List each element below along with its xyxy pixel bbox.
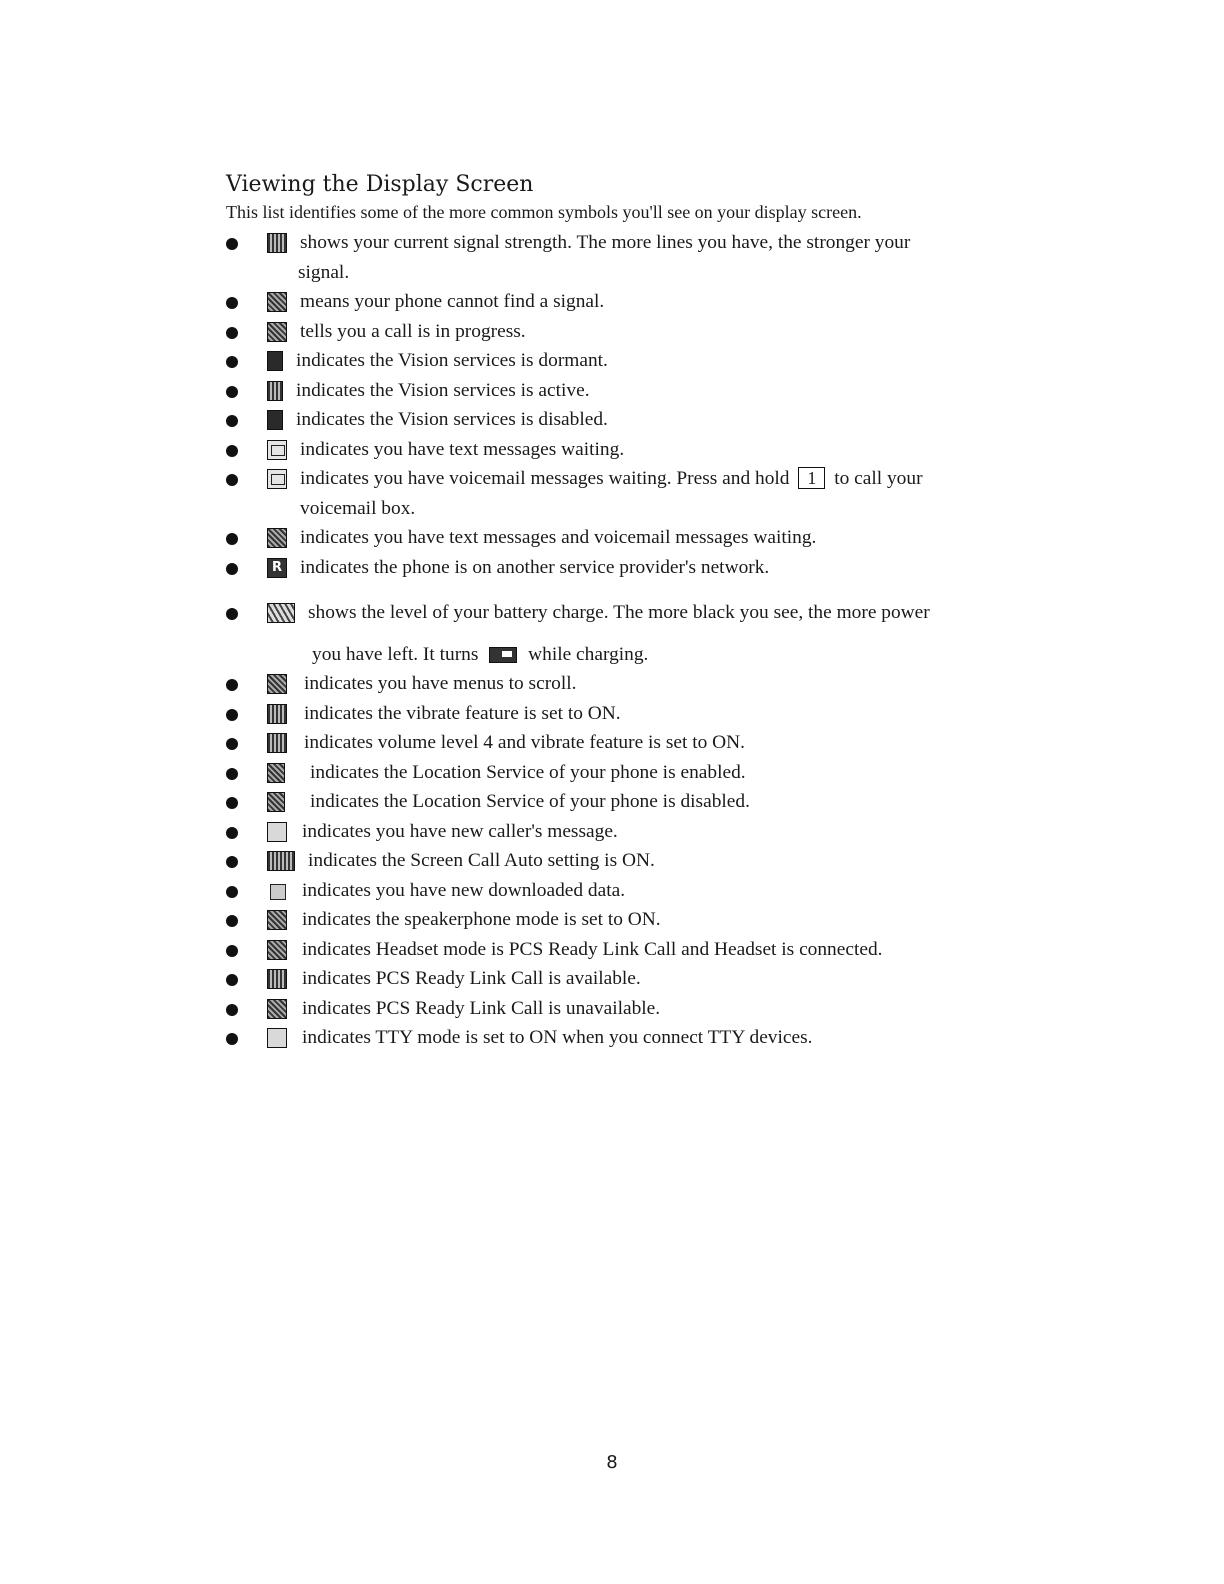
bullet-icon	[226, 327, 238, 339]
text-and-voicemail-icon	[267, 528, 287, 548]
list-item: indicates the Vision services is active.	[222, 376, 1012, 406]
vision-disabled-icon	[267, 410, 283, 430]
volume-vibrate-icon	[267, 733, 287, 753]
list-item: indicates volume level 4 and vibrate feature is set to ON.	[222, 728, 1012, 758]
list-item: indicates the Location Service of your phone is disabled.	[222, 787, 1012, 817]
signal-strength-icon	[267, 233, 287, 253]
text-message-icon	[267, 440, 287, 460]
roaming-icon: R	[267, 558, 287, 578]
speakerphone-icon	[267, 910, 287, 930]
voicemail-icon	[267, 469, 287, 489]
list-item: indicates TTY mode is set to ON when you connect TTY devices.	[222, 1023, 1012, 1053]
bullet-icon	[226, 945, 238, 957]
list-item: indicates you have text messages and voicemail messages waiting.	[222, 523, 1012, 553]
list-item: shows the level of your battery charge. The more black you see, the more power you have left. It turns while charging.	[222, 598, 1012, 669]
bullet-icon	[226, 238, 238, 250]
screen-call-icon	[267, 851, 295, 871]
list-item: indicates PCS Ready Link Call is unavailable.	[222, 994, 1012, 1024]
charging-battery-icon	[489, 647, 517, 663]
bullet-icon	[226, 386, 238, 398]
vision-active-icon	[267, 381, 283, 401]
vision-dormant-icon	[267, 351, 283, 371]
bullet-icon	[226, 827, 238, 839]
bullet-icon	[226, 856, 238, 868]
list-item: indicates the Screen Call Auto setting is ON.	[222, 846, 1012, 876]
list-item: shows your current signal strength. The more lines you have, the stronger your signal.	[222, 228, 1012, 287]
bullet-icon	[226, 608, 238, 620]
bullet-icon	[226, 356, 238, 368]
bullet-icon	[226, 1033, 238, 1045]
bullet-icon	[226, 533, 238, 545]
bullet-icon	[226, 974, 238, 986]
list-item: indicates you have text messages waiting.	[222, 435, 1012, 465]
bullet-icon	[226, 297, 238, 309]
bullet-icon	[226, 1004, 238, 1016]
headset-readylink-icon	[267, 940, 287, 960]
readylink-available-icon	[267, 969, 287, 989]
battery-icon	[267, 603, 295, 623]
no-signal-icon	[267, 292, 287, 312]
location-enabled-icon	[267, 763, 285, 783]
intro-paragraph: This list identifies some of the more common symbols you'll see on your display screen.	[226, 202, 862, 222]
list-item: indicates the Location Service of your phone is enabled.	[222, 758, 1012, 788]
list-item: indicates PCS Ready Link Call is available.	[222, 964, 1012, 994]
bullet-icon	[226, 415, 238, 427]
list-item: indicates you have new downloaded data.	[222, 876, 1012, 906]
location-disabled-icon	[267, 792, 285, 812]
bullet-icon	[226, 679, 238, 691]
bullet-icon	[226, 768, 238, 780]
list-item: R indicates the phone is on another service provider's network.	[222, 553, 1012, 583]
symbol-list	[222, 228, 1012, 1053]
list-item: indicates the speakerphone mode is set to ON.	[222, 905, 1012, 935]
download-icon	[267, 881, 287, 901]
list-item: tells you a call is in progress.	[222, 317, 1012, 347]
key-1-icon: 1	[798, 467, 825, 489]
bullet-icon	[226, 886, 238, 898]
page-number: 8	[606, 1452, 618, 1473]
vibrate-icon	[267, 704, 287, 724]
caller-message-icon	[267, 822, 287, 842]
bullet-icon	[226, 797, 238, 809]
readylink-unavailable-icon	[267, 999, 287, 1019]
bullet-icon	[226, 738, 238, 750]
list-item: indicates the vibrate feature is set to ON.	[222, 699, 1012, 729]
list-item: indicates you have voicemail messages waiting. Press and hold 1 to call your voicemail box.	[222, 464, 1012, 523]
bullet-icon	[226, 445, 238, 457]
list-item: means your phone cannot find a signal.	[222, 287, 1012, 317]
list-item: indicates Headset mode is PCS Ready Link Call and Headset is connected.	[222, 935, 1012, 965]
scroll-menu-icon	[267, 674, 287, 694]
bullet-icon	[226, 474, 238, 486]
bullet-icon	[226, 915, 238, 927]
tty-icon	[267, 1028, 287, 1048]
list-item: indicates the Vision services is disabled.	[222, 405, 1012, 435]
bullet-icon	[226, 709, 238, 721]
list-item: indicates you have menus to scroll.	[222, 669, 1012, 699]
call-in-progress-icon	[267, 322, 287, 342]
list-item: indicates you have new caller's message.	[222, 817, 1012, 847]
section-title: Viewing the Display Screen	[226, 172, 534, 197]
bullet-icon	[226, 563, 238, 575]
list-item: indicates the Vision services is dormant.	[222, 346, 1012, 376]
